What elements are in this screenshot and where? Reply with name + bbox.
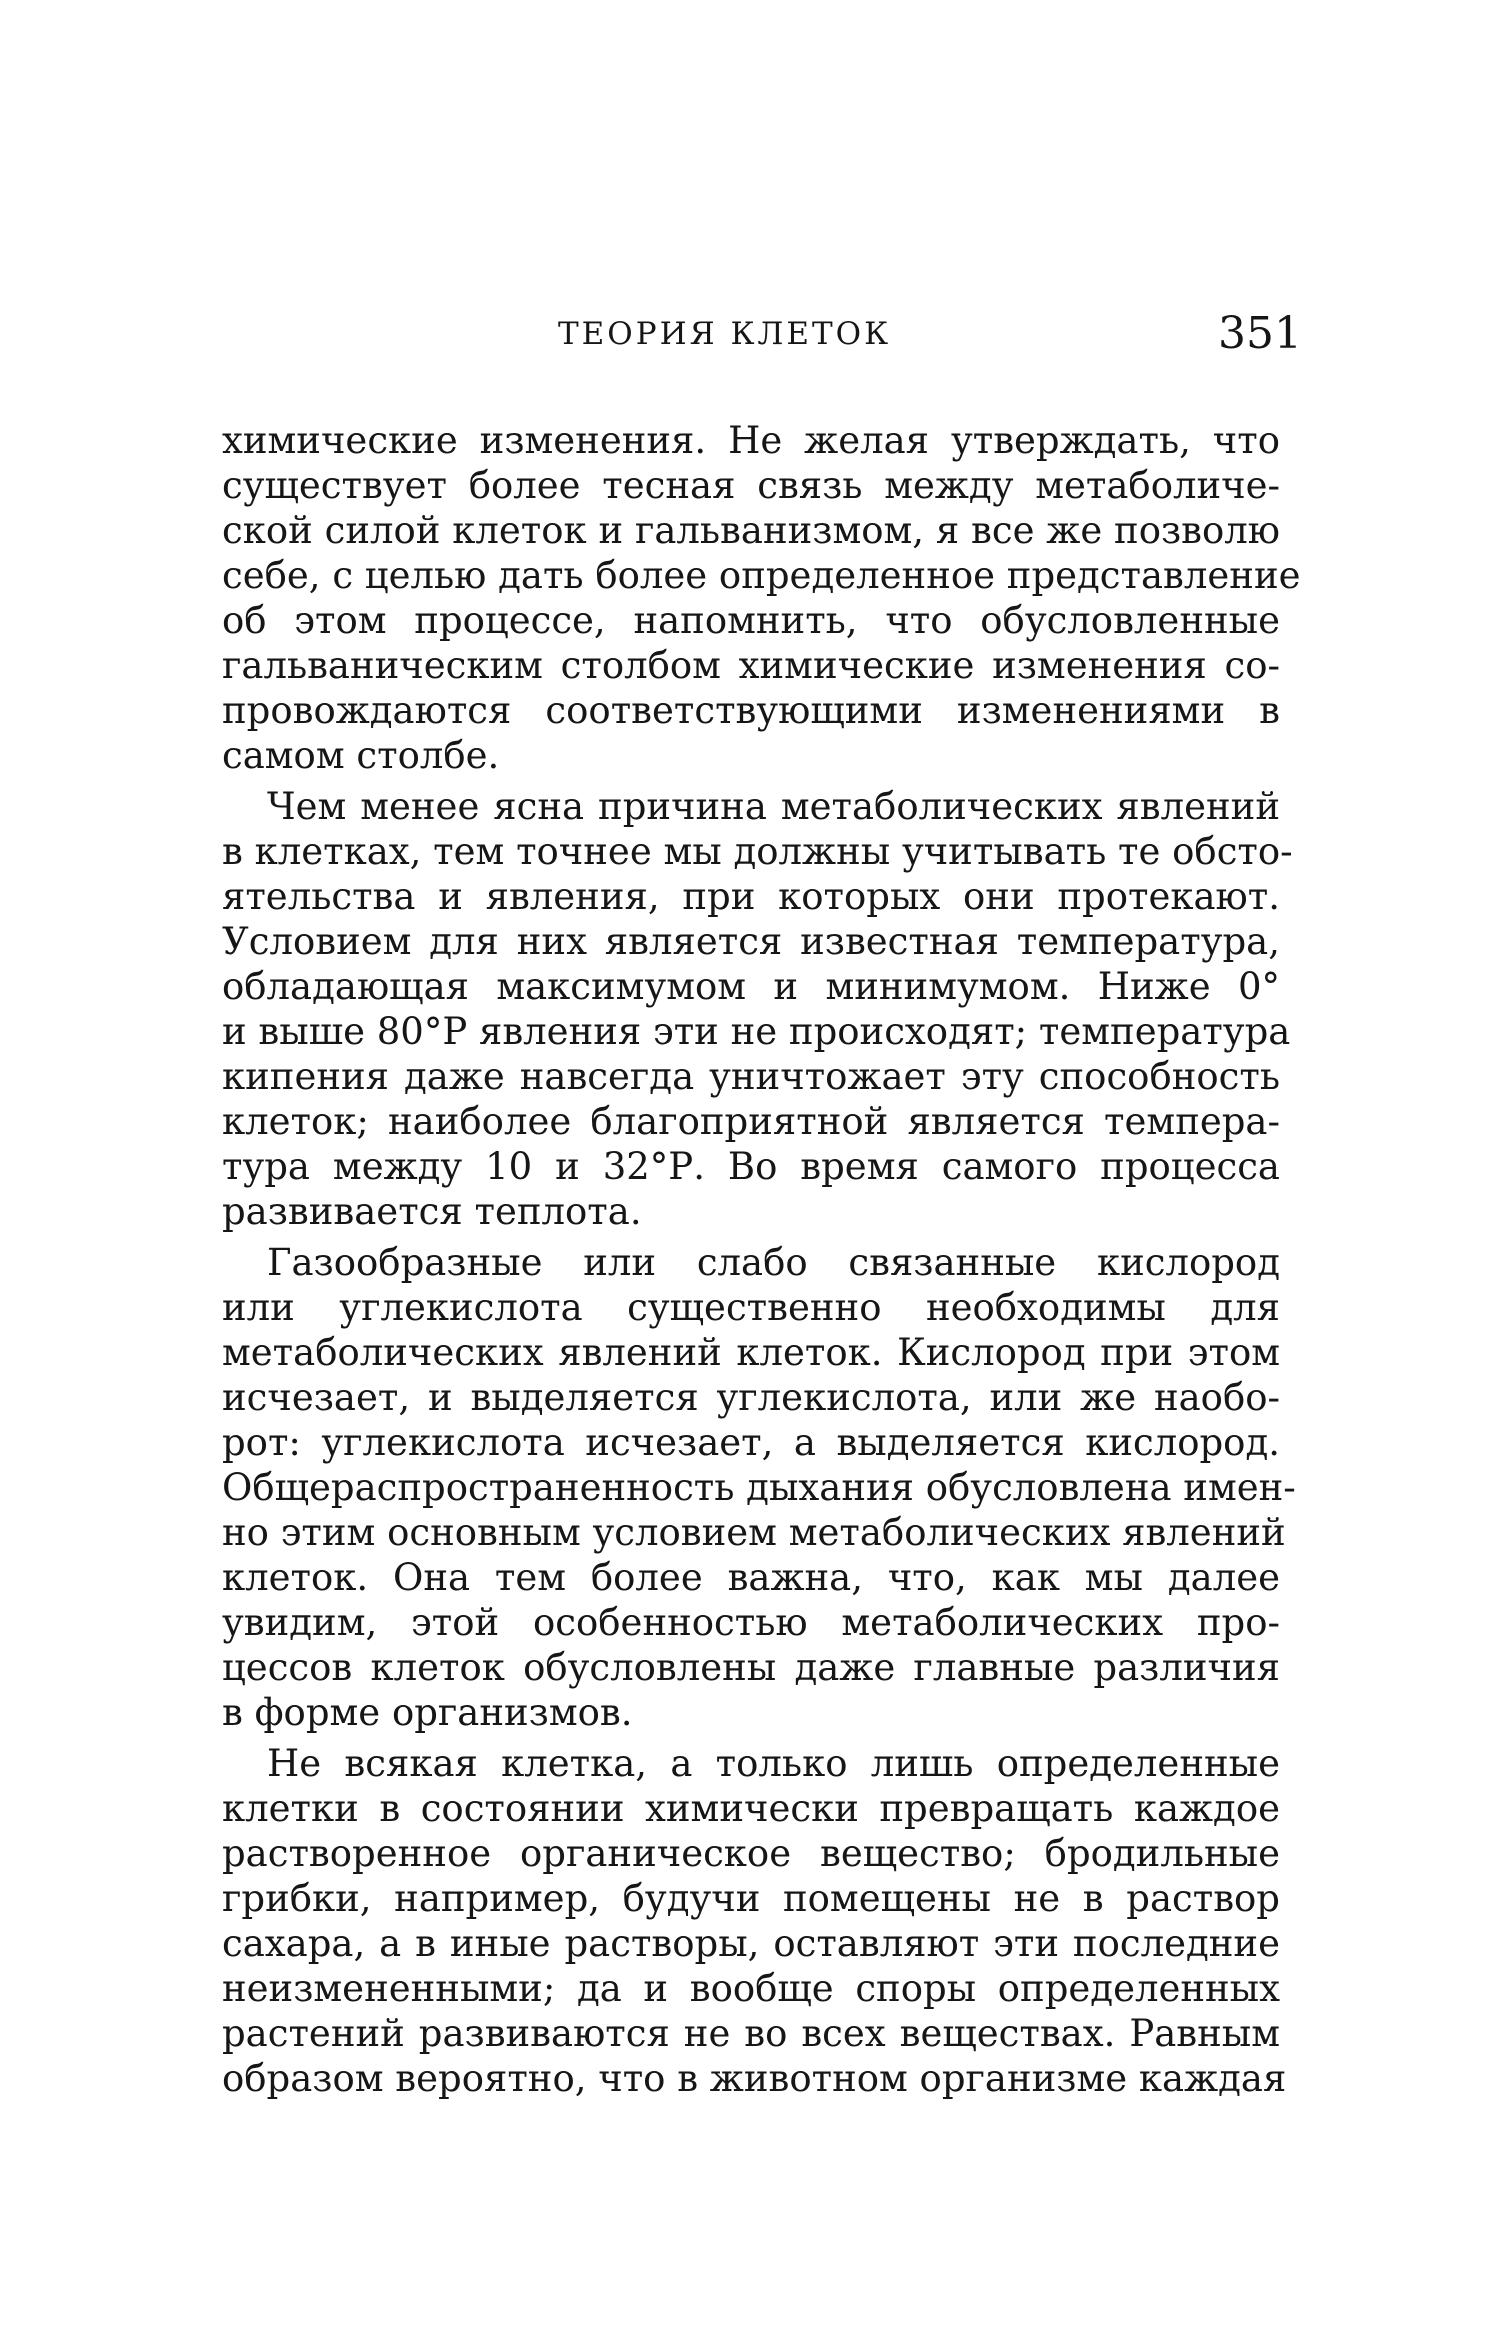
text-line: исчезает, и выделяется углекислота, или же наобо-	[222, 1376, 1280, 1419]
text-line: рот: углекислота исчезает, а выделяется кислород.	[222, 1421, 1280, 1464]
running-header	[222, 308, 1302, 368]
text-line: химические изменения. Не желая утверждать, что	[222, 419, 1280, 462]
text-line: или углекислота существенно необходимы для	[222, 1286, 1280, 1329]
text-line: об этом процессе, напомнить, что обусловленные	[222, 599, 1280, 642]
text-line: гальваническим столбом химические изменения со-	[222, 644, 1280, 687]
text-line: в клетках, тем точнее мы должны учитывать те обсто-	[222, 830, 1293, 873]
text-line: провождаются соответствующими изменениями в	[222, 689, 1280, 732]
text-line: клетки в состоянии химически превращать каждое	[222, 1787, 1280, 1830]
page-number: 351	[1218, 308, 1302, 359]
running-title: ТЕОРИЯ КЛЕТОК	[558, 316, 892, 352]
paragraph	[222, 784, 1293, 1234]
text-line: Газообразные или слабо связанные кислород	[267, 1241, 1280, 1284]
text-line: клеток. Она тем более важна, что, как мы далее	[222, 1556, 1280, 1599]
text-line: сахара, а в иные растворы, оставляют эти последние	[222, 1922, 1280, 1965]
text-line: но этим основным условием метаболических явлений	[222, 1511, 1286, 1554]
text-line: растворенное органическое вещество; бродильные	[222, 1832, 1280, 1875]
text-line: Условием для них является известная температура,	[222, 920, 1280, 963]
text-line: кипения даже навсегда уничтожает эту способность	[222, 1055, 1280, 1098]
text-line: Чем менее ясна причина метаболических явлений	[267, 785, 1280, 828]
text-line: развивается теплота.	[222, 1190, 642, 1233]
text-line: в форме организмов.	[222, 1691, 633, 1734]
body-text	[222, 418, 1301, 2101]
text-line: увидим, этой особенностью метаболических про-	[222, 1601, 1280, 1644]
text-line: себе, с целью дать более определенное представление	[222, 554, 1301, 597]
text-line: цессов клеток обусловлены даже главные различия	[222, 1646, 1280, 1689]
text-line: самом столбе.	[222, 734, 500, 777]
text-line: Не всякая клетка, а только лишь определенные	[267, 1742, 1280, 1785]
text-line: обладающая максимумом и минимумом. Ниже 0°	[222, 965, 1280, 1008]
paragraph	[222, 1741, 1287, 2101]
text-line: существует более тесная связь между метаболиче-	[222, 464, 1280, 507]
paragraph	[222, 418, 1301, 778]
text-line: клеток; наиболее благоприятной является темпера-	[222, 1100, 1280, 1143]
paragraph	[222, 1240, 1296, 1735]
text-line: растений развиваются не во всех веществах. Равным	[222, 2012, 1280, 2055]
text-line: ятельства и явления, при которых они протекают.	[222, 875, 1280, 918]
text-line: Общераспространенность дыхания обусловлена имен-	[222, 1466, 1296, 1509]
text-line: грибки, например, будучи помещены не в раствор	[222, 1877, 1280, 1920]
text-line: метаболических явлений клеток. Кислород при этом	[222, 1331, 1280, 1374]
text-line: и выше 80°Р явления эти не происходят; температура	[222, 1010, 1291, 1053]
text-line: тура между 10 и 32°Р. Во время самого процесса	[222, 1145, 1280, 1188]
text-line: образом вероятно, что в животном организме каждая	[222, 2057, 1287, 2100]
text-line: неизмененными; да и вообще споры определенных	[222, 1967, 1280, 2010]
text-line: ской силой клеток и гальванизмом, я все же позволю	[222, 509, 1280, 552]
